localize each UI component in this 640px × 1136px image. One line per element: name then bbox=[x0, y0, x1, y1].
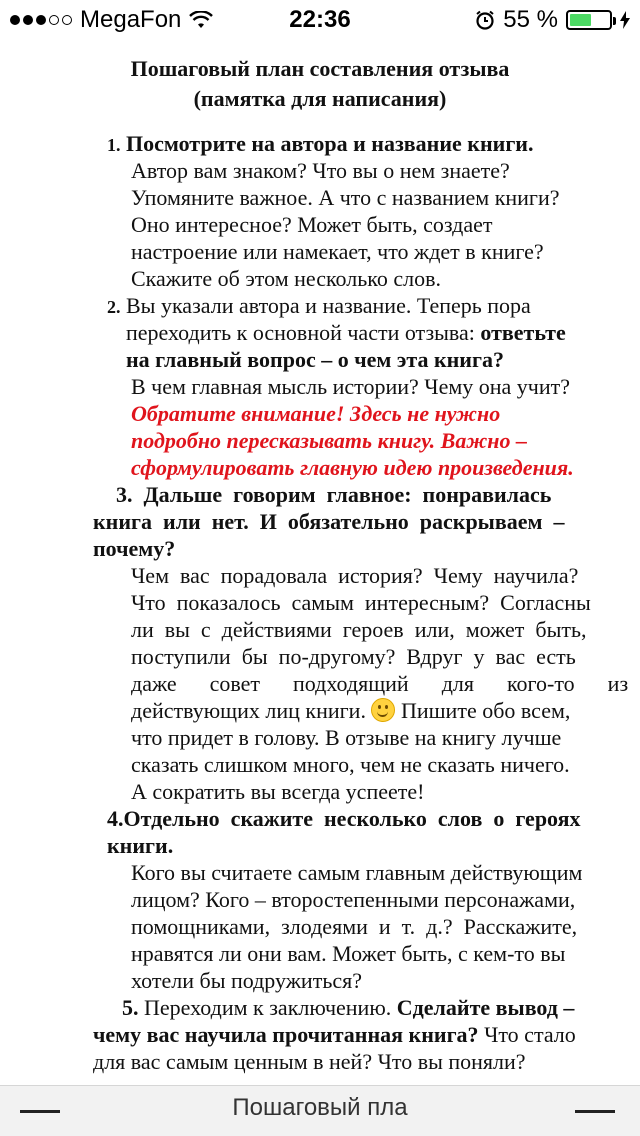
item-3-title-line: книга или нет. И обязательно раскрываем – bbox=[93, 509, 565, 534]
item-1-number: 1. bbox=[107, 135, 121, 155]
item-2-warning-line: сформулировать главную идею произведения. bbox=[131, 455, 574, 480]
item-2-bold-line: на главный вопрос – о чем эта книга? bbox=[126, 347, 504, 372]
item-5-number: 5. bbox=[122, 995, 139, 1020]
item-4-line: лицом? Кого – второстепенными персонажами, bbox=[131, 887, 576, 912]
battery-cap bbox=[613, 17, 616, 25]
item-2-text: Вы указали автора и название. Теперь пора bbox=[126, 293, 531, 318]
item-3-text: действующих лиц книги. bbox=[131, 698, 372, 723]
right-divider-icon bbox=[575, 1110, 615, 1113]
clock: 22:36 bbox=[289, 6, 351, 33]
item-5-bold-text: Сделайте вывод – bbox=[396, 995, 575, 1020]
status-right bbox=[475, 6, 630, 34]
item-5-text: Переходим к заключению. bbox=[138, 995, 397, 1020]
item-4-line: Кого вы считаете самым главным действующим bbox=[131, 860, 583, 885]
document-heading-line-1: Пошаговый план составления отзыва bbox=[130, 56, 510, 81]
bottom-title-bar[interactable] bbox=[0, 1085, 640, 1136]
item-3-line: А сократить вы всегда успеете! bbox=[131, 779, 425, 804]
item-5-line bbox=[93, 1022, 576, 1048]
carrier-name: MegaFon bbox=[80, 6, 182, 33]
item-1-line: Оно интересное? Может быть, создает bbox=[131, 212, 493, 237]
item-3-line: поступили бы по-другому? Вдруг у вас есть bbox=[131, 644, 576, 669]
item-4-title-line: 4.Отдельно скажите несколько слов о героях bbox=[107, 806, 581, 831]
item-3-title-line: почему? bbox=[93, 536, 176, 561]
item-1-title: Посмотрите на автора и название книги. bbox=[126, 131, 534, 156]
item-3-line: Чем вас порадовала история? Чему научила? bbox=[131, 563, 579, 588]
item-1-line: Скажите об этом несколько слов. bbox=[131, 266, 441, 291]
item-2-bold-text: ответьте bbox=[480, 320, 566, 345]
battery-percent: 55 % bbox=[503, 6, 558, 33]
item-5-bold-text: чему вас научила прочитанная книга? bbox=[93, 1022, 479, 1047]
item-1-title-line bbox=[107, 131, 533, 158]
item-2-warning-line: подробно пересказывать книгу. Важно – bbox=[131, 428, 528, 453]
status-bar bbox=[0, 0, 640, 40]
item-2-number: 2. bbox=[107, 297, 121, 317]
item-1-line: настроение или намекает, что ждет в книге? bbox=[131, 239, 544, 264]
document-title-label: Пошаговый пла bbox=[232, 1094, 408, 1121]
item-5-text: Что стало bbox=[478, 1022, 576, 1047]
charging-bolt-icon bbox=[620, 11, 630, 29]
document-heading-line-2: (памятка для написания) bbox=[193, 86, 447, 111]
item-5-line: для вас самым ценным в ней? Что вы поняли? bbox=[93, 1049, 526, 1074]
item-1-line: Автор вам знаком? Что вы о нем знаете? bbox=[131, 158, 510, 183]
item-3-line: сказать слишком много, чем не сказать ничего. bbox=[131, 752, 570, 777]
item-3-line: ли вы с действиями героев или, может быть, bbox=[131, 617, 587, 642]
item-4-line: помощниками, злодеями и т. д.? Расскажите, bbox=[131, 914, 578, 939]
item-3-line: даже совет подходящий для кого-то из bbox=[131, 671, 629, 696]
item-4-title-line: книги. bbox=[107, 833, 174, 858]
item-3-line: что придет в голову. В отзыве на книгу лучше bbox=[131, 725, 562, 750]
battery-level bbox=[570, 14, 591, 26]
item-1-line: Упомяните важное. А что с названием книги? bbox=[131, 185, 560, 210]
item-4-line: нравятся ли они вам. Может быть, с кем-то вы bbox=[131, 941, 566, 966]
item-4-line: хотели бы подружиться? bbox=[131, 968, 362, 993]
item-2-line bbox=[126, 320, 566, 346]
item-5-line bbox=[122, 995, 574, 1021]
item-2-warning-line: Обратите внимание! Здесь не нужно bbox=[131, 401, 501, 426]
item-2-line bbox=[107, 293, 531, 320]
smiley-emoji-icon bbox=[371, 698, 395, 722]
item-2-line: В чем главная мысль истории? Чему она учит? bbox=[131, 374, 571, 399]
item-3-title-line: 3. Дальше говорим главное: понравилась bbox=[116, 482, 552, 507]
battery-icon bbox=[566, 10, 612, 30]
alarm-clock-icon bbox=[475, 10, 495, 30]
item-3-line bbox=[131, 698, 570, 724]
item-3-line: Что показалось самым интересным? Согласны bbox=[131, 590, 591, 615]
item-3-text: Пишите обо всем, bbox=[395, 698, 571, 723]
item-2-text: переходить к основной части отзыва: bbox=[126, 320, 481, 345]
